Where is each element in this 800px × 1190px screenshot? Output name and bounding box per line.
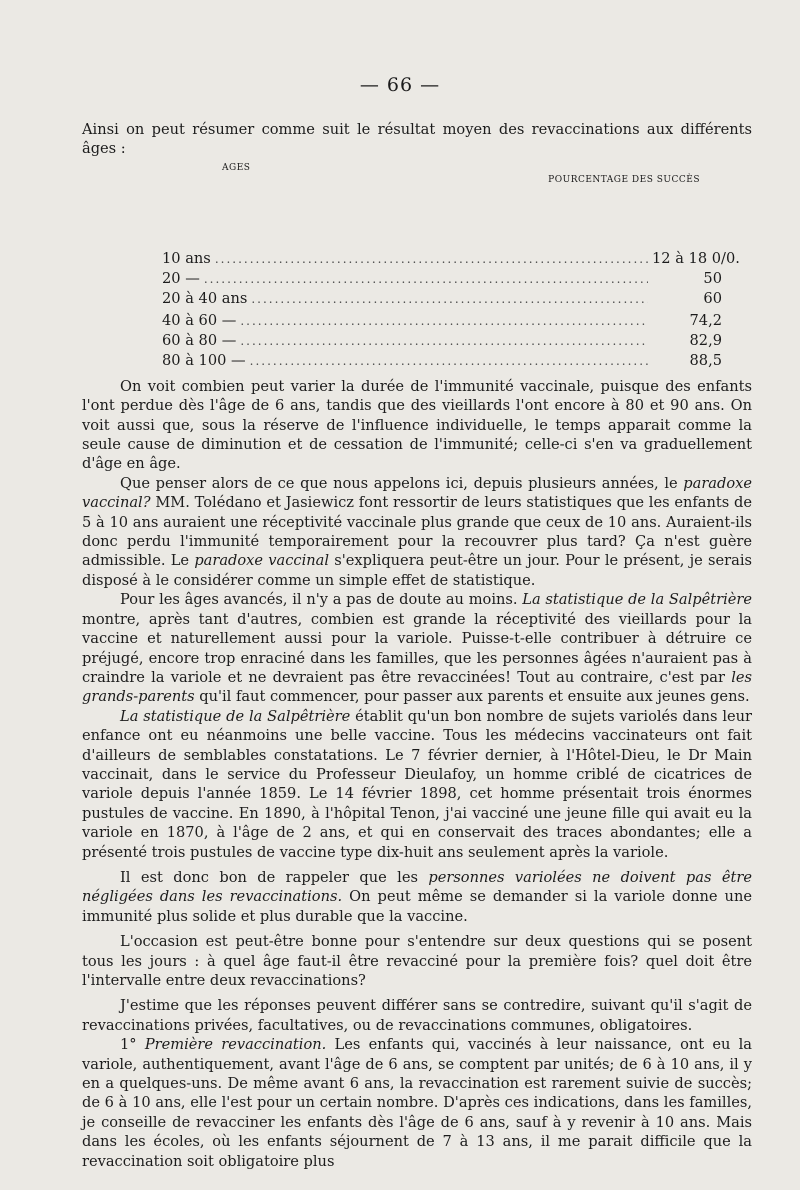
text-run: Pour les âges avancés, il n'y a pas de doute au moins. [120,591,523,609]
leader-dots [204,270,648,289]
table-row-age: 80 à 100 — [162,351,246,369]
text-run: établit qu'un bon nombre de sujets variolés dans leur enfance ont eu néanmoins une belle vaccine. Tous les médecins vaccinateurs ont fait d'ailleurs de semblables constatations. Le 7 février dernier, à l'Hôtel-Dieu, le Dr Main vaccinait, dans le service du Professeur Dieulafoy, un homme criblé de cicatrices de variole depuis l'année 1859. Le 14 février 1898, cet homme présentait trois énormes pustules de vaccine. En 1890, à l'hôpital Tenon, j'ai vacciné une jeune fille qui avait eu la variole en 1870, à l'âge de 2 ans, et qui en conservait des traces abondantes; elle a présenté trois pustules de vaccine type dix-huit ans seulement après la variole. [82,707,752,861]
paragraph-first-revaccination [82,1035,752,1171]
leader-dots [215,250,648,269]
text-run: Que penser alors de ce que nous appelons ici, depuis plusieurs années, le [120,474,684,492]
table-header-ages: AGES [222,162,251,173]
table-row [162,351,722,371]
page-content [82,120,752,1171]
paragraph-two-questions: L'occasion est peut-être bonne pour s'entendre sur deux questions qui se posent tous les jours : à quel âge faut-il être revacciné pour la première fois? quel doit être l'intervalle entre deux revaccinations? [82,933,752,989]
text-run: Les enfants qui, vaccinés à leur naissance, ont eu la variole, authentiquement, avant l'âge de 6 ans, se comptent par unités; de 6 à 10 ans, il y en a quelques-uns. De même avant 6 ans, la revaccination est rarement suivie de succès; de 6 à 10 ans, elle l'est pour un certain nombre. D'après ces indications, dans les familles, je conseille de revacciner les enfants dès l'âge de 6 ans, sauf à y revenir à 10 ans. Mais dans les écoles, où les enfants séjournent de 7 à 13 ans, il me parait difficile que la revaccination soit obligatoire plus [82,1036,752,1170]
leader-dots [250,352,648,371]
paragraph-vaccinal-paradox [82,474,752,590]
table-row [162,331,722,351]
table-row-age: 10 ans [162,249,211,267]
paragraph-answers: J'estime que les réponses peuvent différer sans se contredire, suivant qu'il s'agit de revaccinations privées, facultatives, ou de revaccinations communes, obligatoires. [82,997,752,1034]
table-row-age: 40 à 60 — [162,311,237,329]
emphasis-text: personnes variolées ne doivent pas être négligées dans les revaccinations. [82,868,752,906]
table-row [162,249,740,269]
table-row-pct: 74,2 [689,311,722,329]
text-run: montre, après tant d'autres, combien est grande la réceptivité des vieillards pour la vaccine et naturellement aussi pour la variole. Puisse-t-elle contribuer à détruire ce préjugé, encore trop enraciné dans les familles, que les personnes âgées n'auraient pas à craindre la variole et ne devraient pas être revaccinées! Tout au contraire, c'est par [82,610,752,686]
leader-dots [240,312,648,331]
table-row [162,311,722,331]
leader-dots [251,290,648,309]
emphasis-text: paradoxe vaccinal? [82,474,752,512]
text-run: MM. Tolédano et Jasiewicz font ressortir de leurs statistiques que les enfants de 5 à 10 ans auraient une réceptivité vaccinale plus grande que ceux de 10 ans. Auraient-ils donc perdu l'immunité temporairement pour la recouvrer plus tard? Ça n'est guère admissible. Le [82,494,752,570]
table-row-pct: 50 [703,269,722,287]
text-run: s'expliquera peut-être un jour. Pour le présent, je serais disposé à le considérer comme un simple effet de statistique. [82,552,752,589]
table-row-pct: 60 [703,289,722,307]
revaccination-table [82,161,752,371]
table-row-age: 20 — [162,269,200,287]
intro-paragraph: Ainsi on peut résumer comme suit le résultat moyen des revaccinations aux différents âges : [82,121,752,158]
table-row-age: 20 à 40 ans [162,289,248,307]
text-run: Il est donc bon de rappeler que les [120,868,429,886]
table-row-age: 60 à 80 — [162,331,237,349]
table-header-percentage: POURCENTAGE DES SUCCÈS [548,174,700,185]
paragraph-advanced-ages [82,590,752,706]
paragraph-immunity-duration: On voit combien peut varier la durée de l'immunité vaccinale, puisque des enfants l'ont perdue dès l'âge de 6 ans, tandis que des vieillards l'ont encore à 80 et 90 ans. On voit aussi que, sous la réserve de l'influence individuelle, le temps apparait comme la seule cause de diminution et de cessation de l'immunité; celle-ci s'en va graduellement d'âge en âge. [82,377,752,473]
emphasis-text: les grands-parents [82,668,752,706]
emphasis-text: La statistique de la Salpêtrière [522,591,752,609]
table-row-pct: 82,9 [689,331,722,349]
table-row [162,289,722,309]
leader-dots [240,332,648,351]
paragraph-salpetriere-statistics [82,707,752,862]
table-row [162,269,722,289]
emphasis-text: Première revaccination. [144,1036,327,1054]
paragraph-variolated-persons [82,868,752,926]
emphasis-text: La statistique de la Salpêtrière [120,707,351,725]
text-run: On peut même se demander si la variole donne une immunité plus solide et plus durable que la vaccine. [82,888,752,925]
table-row-pct: 12 à 18 0/0. [652,249,740,267]
page-number: — 66 — [359,74,441,96]
table-row-pct: 88,5 [689,351,722,369]
text-run: 1° [120,1036,145,1054]
emphasis-text: paradoxe vaccinal [194,552,330,570]
text-run: qu'il faut commencer, pour passer aux parents et ensuite aux jeunes gens. [194,688,750,706]
